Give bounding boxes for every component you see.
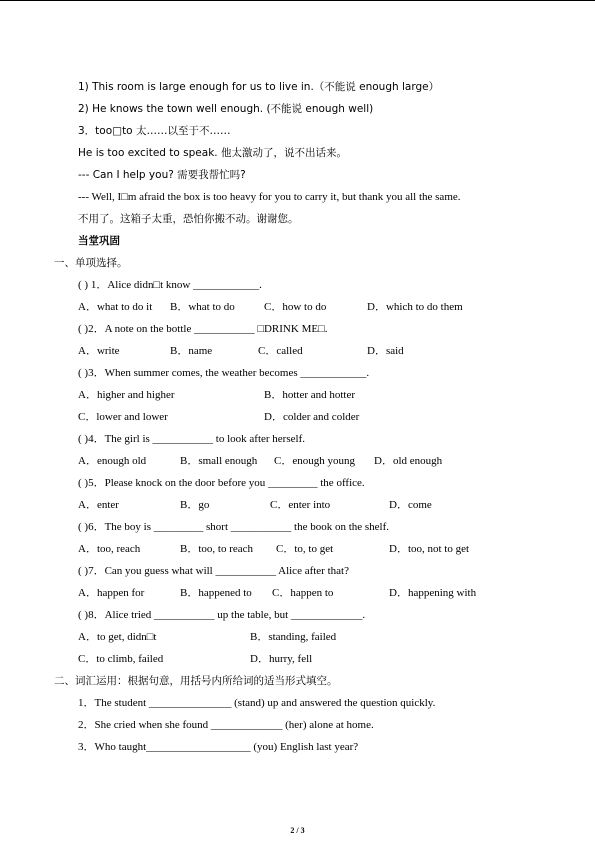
q6-stem: ( )6．The boy is _________ short ___________ the book on the shelf. [78, 521, 390, 533]
q1-option-b: B．what to do [170, 301, 235, 313]
page-number: 2 / 3 [290, 826, 305, 835]
q2-stem: ( )2．A note on the bottle ___________ □DRINK ME□. [78, 323, 328, 335]
q5-option-a: A．enter [78, 499, 119, 511]
q2-option-c: C．called [258, 345, 303, 357]
q8-option-b: B．standing, failed [250, 631, 337, 643]
q1-option-a: A．what to do it [78, 301, 153, 313]
q5-stem: ( )5．Please knock on the door before you _________ the office. [78, 477, 365, 489]
section-title: 当堂巩固 [78, 235, 120, 247]
q2-option-b: B．name [170, 345, 213, 357]
q1-option-c: C．how to do [264, 301, 327, 313]
q4-stem: ( )4．The girl is ___________ to look after herself. [78, 433, 305, 445]
q8-stem: ( )8．Alice tried ___________ up the table, but _____________. [78, 609, 366, 621]
part2-sentence-2: 2．She cried when she found _____________ (her) alone at home. [78, 719, 374, 731]
q4-option-c: C．enough young [274, 455, 355, 467]
q7-option-b: B．happened to [180, 587, 252, 599]
q1-option-d: D．which to do them [367, 301, 463, 313]
q6-option-c: C．to, to get [276, 543, 334, 555]
q8-option-c: C．to climb, failed [78, 653, 164, 665]
q4-option-a: A．enough old [78, 455, 147, 467]
note-line-6: --- Well, I□m afraid the box is too heavy for you to carry it, but thank you all the same. [78, 191, 461, 203]
note-line-7: 不用了。这箱子太重，恐怕你搬不动。谢谢您。 [78, 213, 299, 225]
part2-heading: 二、词汇运用：根据句意，用括号内所给词的适当形式填空。 [54, 675, 338, 687]
q8-option-d: D．hurry, fell [250, 653, 313, 665]
q7-option-c: C．happen to [272, 587, 334, 599]
q6-option-b: B．too, to reach [180, 543, 254, 555]
part1-heading: 一、单项选择。 [54, 257, 128, 269]
q7-stem: ( )7．Can you guess what will ___________ Alice after that? [78, 565, 349, 577]
part2-sentence-1: 1．The student _______________ (stand) up and answered the question quickly. [78, 697, 436, 709]
q2-option-d: D．said [367, 345, 404, 357]
note-line-2: 2) He knows the town well enough. (不能说 enough well) [78, 103, 374, 115]
q5-option-d: D．come [389, 499, 432, 511]
q4-option-b: B．small enough [180, 455, 258, 467]
note-line-4: He is too excited to speak. 他太激动了，说不出话来。 [78, 147, 347, 159]
q5-option-c: C．enter into [270, 499, 331, 511]
note-line-5: --- Can I help you? 需要我帮忙吗? [78, 169, 246, 181]
q6-option-d: D．too, not to get [389, 543, 470, 555]
q3-option-a: A．higher and higher [78, 389, 175, 401]
q3-option-b: B．hotter and hotter [264, 389, 356, 401]
q5-option-b: B．go [180, 499, 210, 511]
q2-option-a: A．write [78, 345, 120, 357]
page-top-border [0, 0, 595, 1]
q4-option-d: D．old enough [374, 455, 443, 467]
q8-option-a: A．to get, didn□t [78, 631, 157, 643]
q1-stem: ( ) 1．Alice didn□t know ____________. [78, 279, 262, 291]
part2-sentence-3: 3．Who taught___________________ (you) English last year? [78, 741, 359, 753]
q6-option-a: A．too, reach [78, 543, 141, 555]
q3-stem: ( )3．When summer comes, the weather becomes ____________. [78, 367, 370, 379]
note-line-1: 1) This room is large enough for us to live in.（不能说 enough large） [78, 81, 440, 93]
q7-option-d: D．happening with [389, 587, 477, 599]
q3-option-c: C．lower and lower [78, 411, 168, 423]
note-line-3: 3．too□to 太……以至于不…… [78, 125, 231, 137]
q3-option-d: D．colder and colder [264, 411, 360, 423]
q7-option-a: A．happen for [78, 587, 145, 599]
